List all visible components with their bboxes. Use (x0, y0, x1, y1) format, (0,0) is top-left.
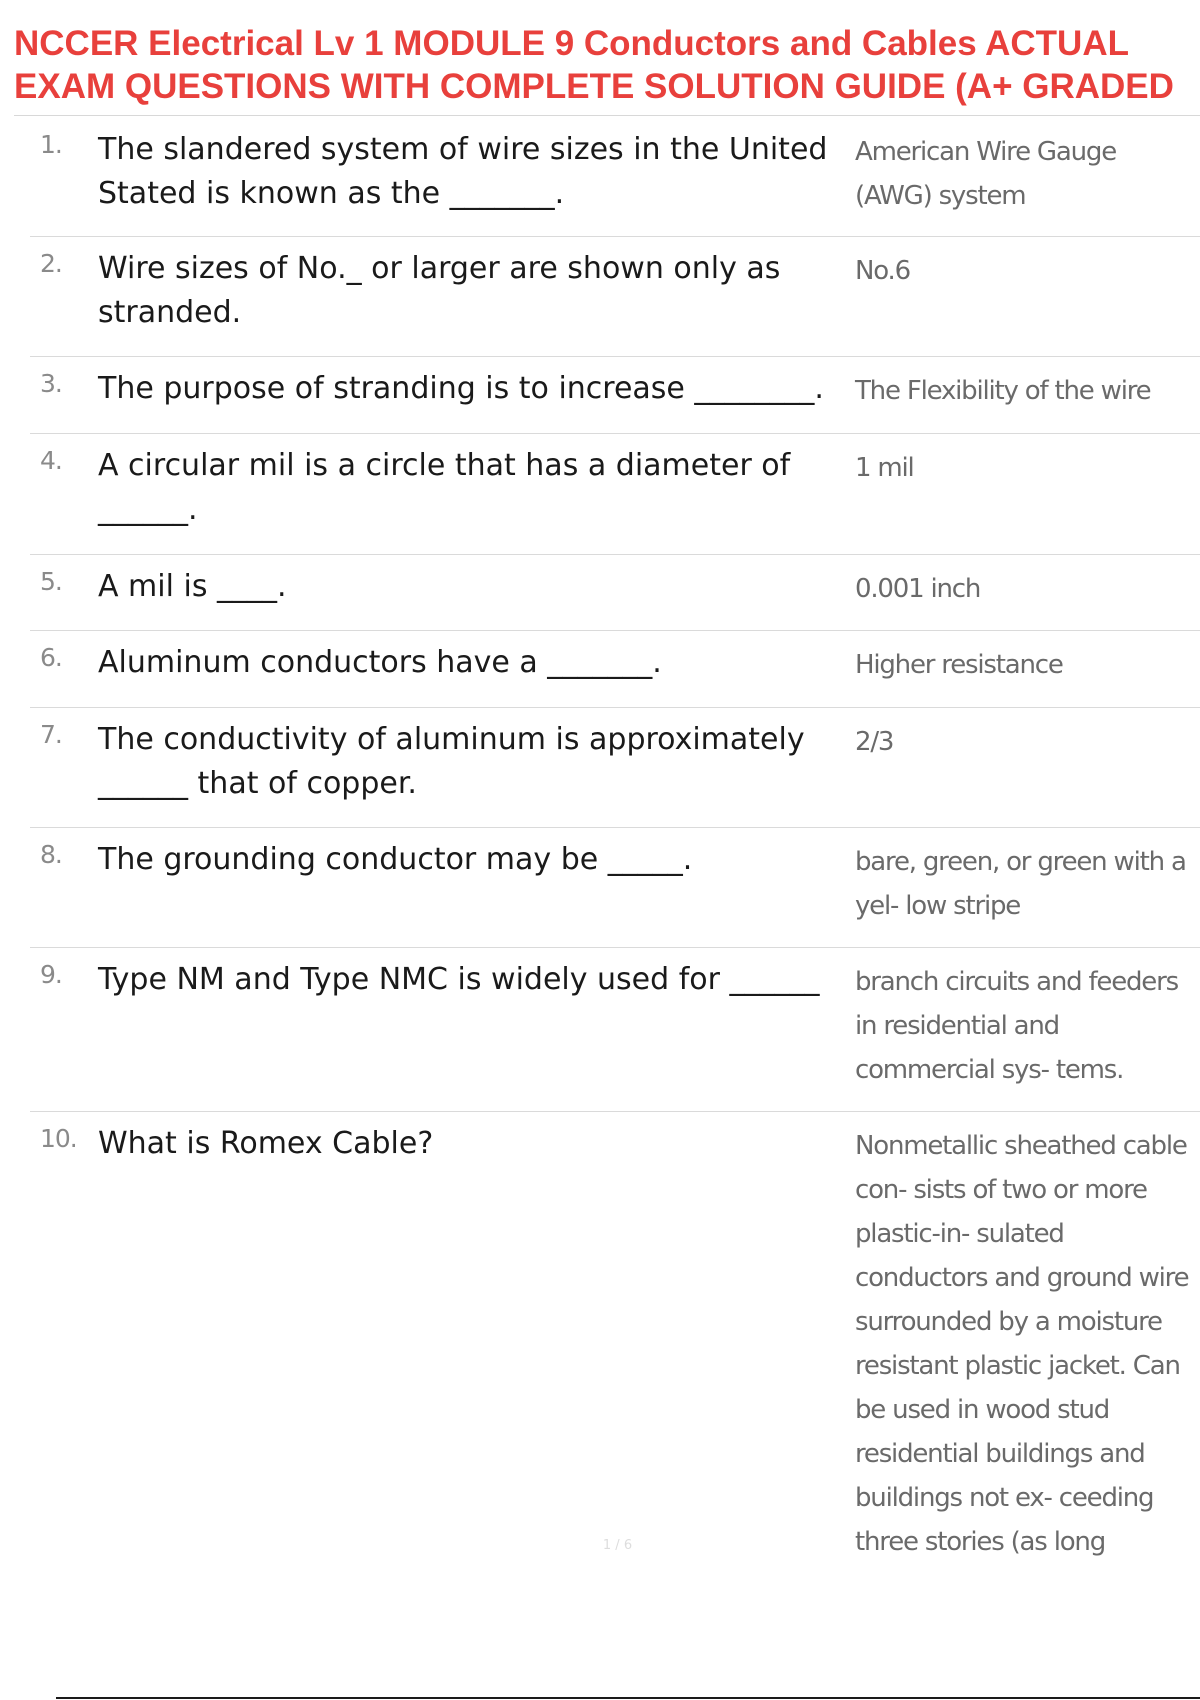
page-bottom-rule (56, 1697, 1200, 1699)
qa-row-6 (30, 631, 1200, 708)
page-number-indicator: 1 / 6 (602, 1538, 633, 1553)
qa-row-5 (30, 555, 1200, 631)
answer-text: American Wire Gauge (AWG) system (855, 137, 1116, 211)
question-text: The conductivity of aluminum is approximately ______ that of copper. (98, 722, 805, 801)
question-number: 8. (40, 840, 62, 869)
question-number: 5. (40, 567, 62, 596)
qa-row-3 (30, 357, 1200, 434)
question-number: 10. (40, 1124, 77, 1153)
question-text: Aluminum conductors have a _______. (98, 645, 662, 680)
qa-row-4 (30, 434, 1200, 555)
question-number: 2. (40, 249, 62, 278)
question-text: What is Romex Cable? (98, 1126, 434, 1161)
question-text: A circular mil is a circle that has a diameter of ______. (98, 448, 791, 527)
question-number: 9. (40, 960, 62, 989)
question-number: 7. (40, 720, 62, 749)
answer-text: Nonmetallic sheathed cable con- sists of two or more plastic-in- sulated conductors and ground wire surrounded by a moisture resistant plastic jacket. Can be used in wood stud residential buildings and buildings not ex- ceeding three stories (as long (855, 1131, 1189, 1557)
answer-text: 2/3 (855, 727, 894, 757)
answer-text: No.6 (855, 256, 910, 286)
question-text: The slandered system of wire sizes in the United Stated is known as the _______. (98, 132, 828, 211)
question-number: 4. (40, 446, 62, 475)
answer-text: 1 mil (855, 453, 914, 483)
title-line-1: NCCER Electrical Lv 1 MODULE 9 Conductors and Cables ACTUAL (14, 24, 1129, 63)
answer-text: Higher resistance (855, 650, 1063, 680)
question-text: Wire sizes of No._ or larger are shown only as stranded. (98, 251, 781, 330)
title-divider (14, 115, 1200, 116)
title-line-2: EXAM QUESTIONS WITH COMPLETE SOLUTION GUIDE (A+ GRADED (14, 67, 1174, 106)
answer-text: The Flexibility of the wire (855, 376, 1151, 406)
answer-text: 0.001 inch (855, 574, 981, 604)
document-title (14, 22, 1200, 108)
question-text: A mil is ____. (98, 569, 287, 604)
qa-row-7 (30, 708, 1200, 828)
question-text: The purpose of stranding is to increase ________. (98, 371, 824, 406)
question-number: 6. (40, 643, 62, 672)
question-text: The grounding conductor may be _____. (98, 842, 693, 877)
question-number: 3. (40, 369, 62, 398)
question-text: Type NM and Type NMC is widely used for ______ (98, 962, 820, 997)
answer-text: bare, green, or green with a yel- low stripe (855, 847, 1186, 921)
qa-row-2 (30, 237, 1200, 357)
qa-row-8 (30, 828, 1200, 948)
qa-row-1 (30, 118, 1200, 237)
question-number: 1. (40, 130, 62, 159)
answer-text: branch circuits and feeders in residential and commercial sys- tems. (855, 967, 1178, 1085)
qa-row-9 (30, 948, 1200, 1112)
